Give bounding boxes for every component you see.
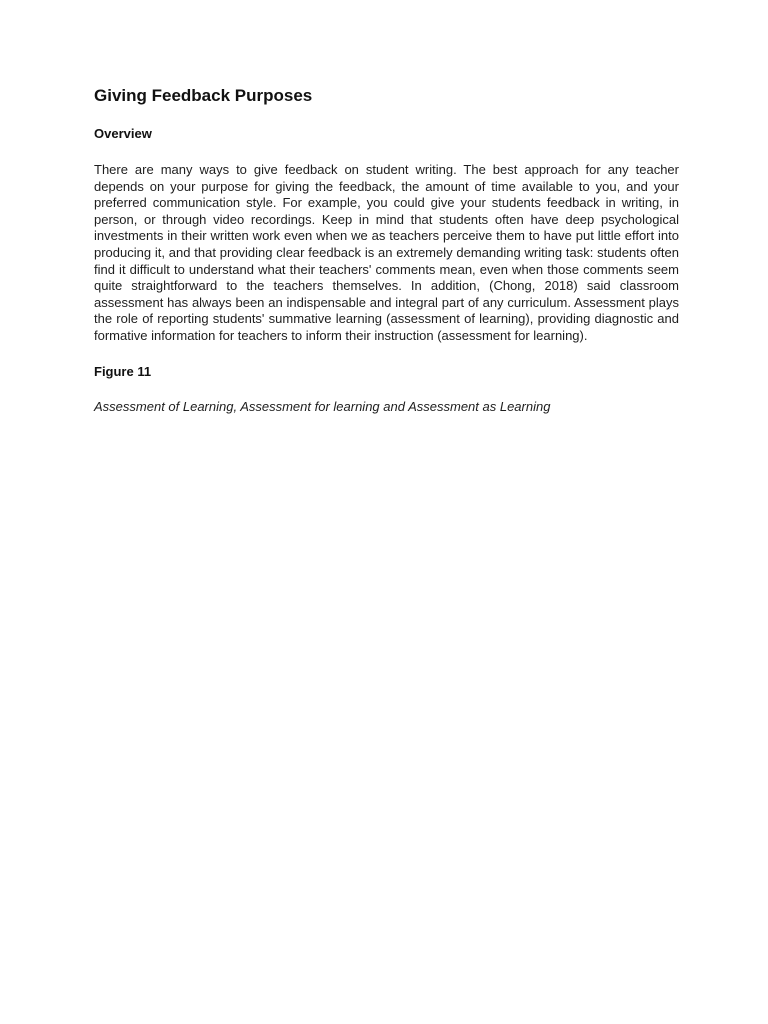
figure-caption: Assessment of Learning, Assessment for learning and Assessment as Learning <box>94 398 551 414</box>
overview-paragraph: There are many ways to give feedback on student writing. The best approach for any teacher depends on your purpose for giving the feedback, the amount of time available to you, and your preferred communication style. For example, you could give your students feedback in writing, in person, or through video recordings. Keep in mind that students often have deep psychological investments in their written work even when we as teachers perceive them to have put little effort into producing it, and that providing clear feedback is an extremely demanding writing task: students often find it difficult to understand what their teachers' comments mean, even when those comments seem quite straightforward to the teachers themselves. In addition, (Chong, 2018) said classroom assessment has always been an indispensable and integral part of any curriculum. Assessment plays the role of reporting students' summative learning (assessment of learning), providing diagnostic and formative information for teachers to inform their instruction (assessment for learning). <box>94 162 679 343</box>
figure-label: Figure 11 <box>94 363 152 379</box>
page-title: Giving Feedback Purposes <box>94 86 313 105</box>
document-page <box>94 84 679 416</box>
overview-heading: Overview <box>94 126 152 141</box>
